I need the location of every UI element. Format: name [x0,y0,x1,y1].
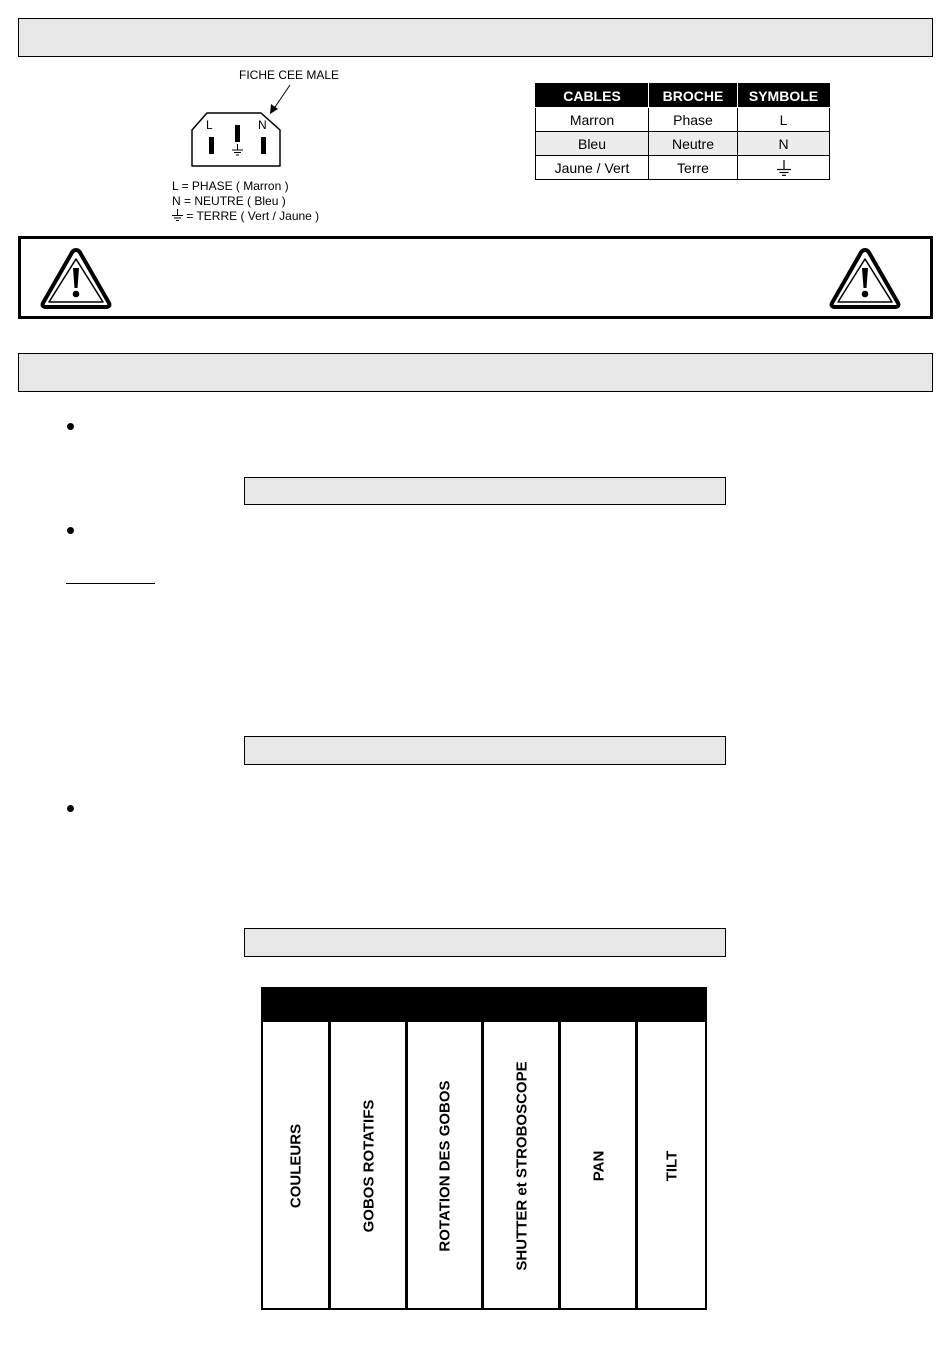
pin-label-l: L [206,118,213,132]
legend-text: = NEUTRE ( Bleu ) [184,194,286,208]
pin-label-n: N [258,118,267,132]
table-cell: L [738,108,830,132]
channel-column [263,989,329,1308]
plug-caption: FICHE CEE MALE [239,68,340,82]
channel-column [638,989,705,1308]
section-header-bar [18,18,933,57]
column-header: CABLES [536,84,649,108]
legend-neutral [172,194,286,208]
wiring-table-header [536,84,830,108]
underline-rule [66,583,155,584]
legend-symbol: L [172,179,179,193]
warning-triangle-icon [39,246,113,312]
column-header: SYMBOLE [738,84,830,108]
table-cell: Jaune / Vert [536,156,649,180]
legend-symbol: N [172,194,181,208]
wiring-table [535,83,830,180]
legend-text: = TERRE ( Vert / Jaune ) [186,209,320,223]
plug-diagram [185,80,295,172]
table-cell: Terre [649,156,738,180]
table-cell [738,156,830,180]
legend-phase [172,179,289,193]
channel-column [331,989,406,1308]
channel-label: PAN [590,1150,607,1182]
channel-label: GOBOS ROTATIFS [360,1099,377,1233]
channel-column [408,989,482,1308]
channel-table [261,987,707,1310]
warning-box [18,236,933,319]
channel-label: COULEURS [287,1123,305,1209]
table-cell: Phase [649,108,738,132]
table-cell: Neutre [649,132,738,156]
earth-symbol-icon [776,160,792,176]
table-row [536,132,830,156]
bullet-point [67,527,74,534]
bullet-point [67,805,74,812]
table-row [536,156,830,180]
table-cell: Bleu [536,132,649,156]
channel-label: TILT [663,1150,680,1182]
column-header: BROCHE [649,84,738,108]
legend-earth [172,209,319,223]
channel-column [561,989,636,1308]
section-header-bar [18,353,933,392]
sub-header-bar [244,928,726,957]
warning-triangle-icon [828,246,902,312]
table-row [536,108,830,132]
sub-header-bar [244,477,726,505]
sub-header-bar [244,736,726,765]
table-cell: N [738,132,830,156]
channel-label: SHUTTER et STROBOSCOPE [513,1061,530,1271]
channel-label: ROTATION DES GOBOS [436,1080,454,1252]
earth-symbol-icon [172,209,183,221]
table-cell: Marron [536,108,649,132]
bullet-point [67,423,74,430]
legend-text: = PHASE ( Marron ) [178,179,289,193]
channel-column [484,989,559,1308]
